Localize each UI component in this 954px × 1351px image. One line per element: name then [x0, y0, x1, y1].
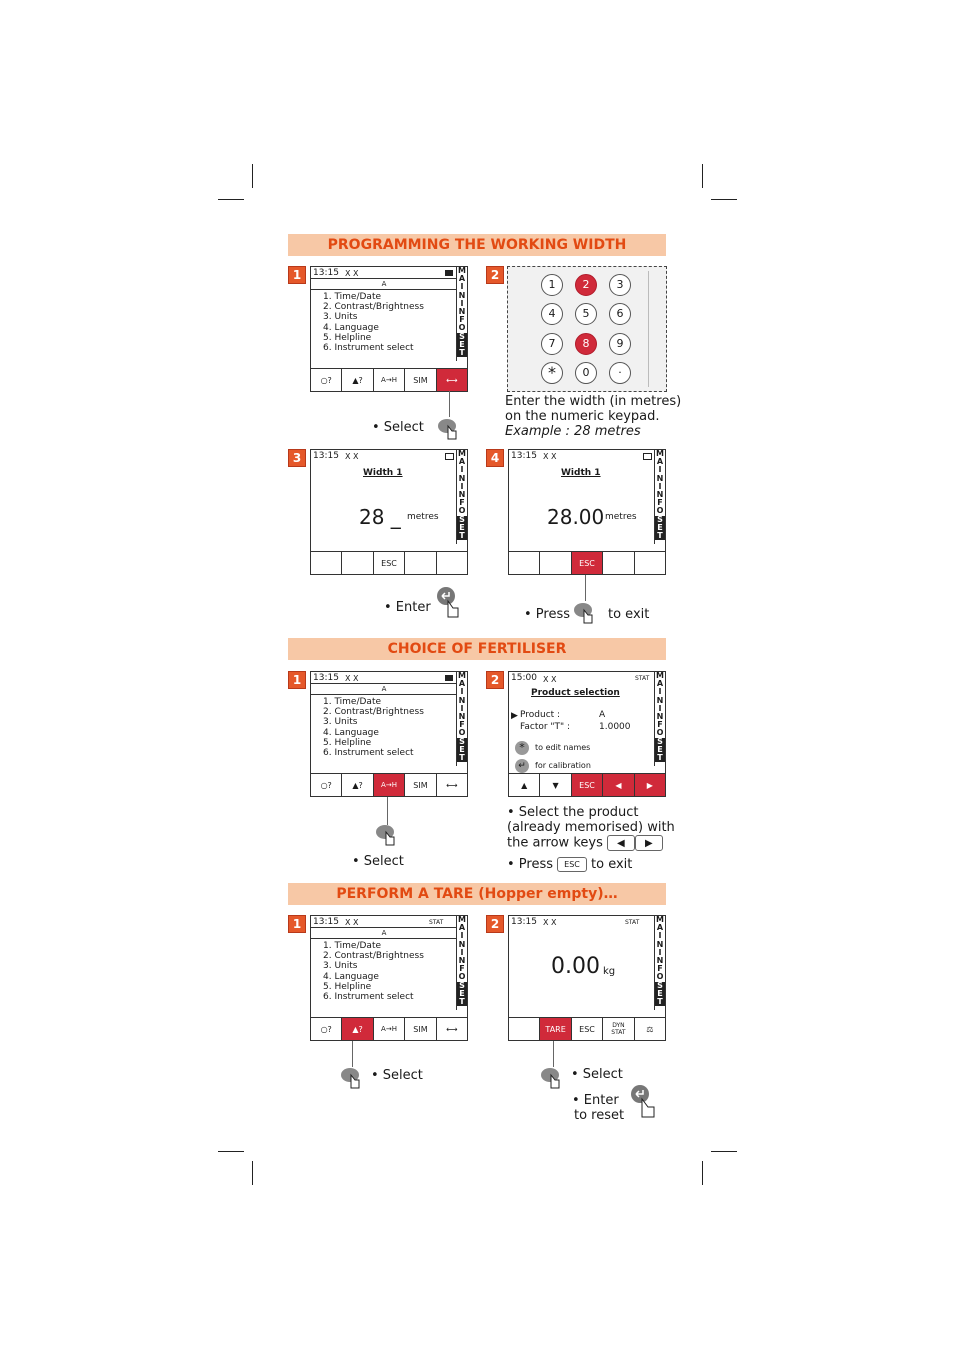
- status-xx: X X: [345, 674, 359, 683]
- product-selection-title: Product selection: [531, 688, 620, 698]
- hand-press-icon: [574, 601, 594, 627]
- esc-key[interactable]: ESC: [572, 774, 603, 796]
- set-tab: S E T: [457, 333, 467, 358]
- menu-item-time-date[interactable]: 1. Time/Date: [323, 941, 382, 951]
- menu-item-time-date[interactable]: 1. Time/Date: [323, 292, 382, 302]
- screen-header: A: [311, 278, 457, 290]
- select-caption: • Select: [571, 1067, 623, 1082]
- menu-item-language[interactable]: 4. Language: [323, 322, 379, 333]
- function-keys: [311, 551, 467, 574]
- left-arrow-key[interactable]: ◀: [603, 774, 634, 796]
- section-title-width: PROGRAMMING THE WORKING WIDTH: [288, 234, 666, 256]
- step-number: 2: [486, 266, 504, 284]
- side-tab-strip: M A I N I N F O S E T: [456, 916, 467, 1010]
- to-reset-caption: to reset: [574, 1108, 625, 1123]
- status-xx: X X: [543, 675, 557, 684]
- screen-width-entry: [310, 449, 468, 575]
- status-xx: X X: [345, 918, 359, 927]
- crop-mark: [711, 199, 737, 200]
- star-icon: *: [515, 741, 529, 755]
- product-instructions: • Select the product (already memorised) with the arrow keys ◀ ▶: [507, 805, 675, 851]
- ah-key[interactable]: A→H: [374, 1018, 405, 1040]
- stat-icon: STAT: [429, 919, 444, 926]
- keypad-caption: Enter the width (in metres) on the numeric keypad. Example : 28 metres: [505, 394, 682, 439]
- menu-item-units[interactable]: 3. Units: [323, 312, 358, 323]
- select-caption: • Select: [372, 420, 424, 435]
- menu-item-helpline[interactable]: 5. Helpline: [323, 737, 372, 748]
- step-number: 3: [288, 449, 306, 467]
- select-caption: • Select: [352, 854, 404, 869]
- key-8[interactable]: 8: [575, 333, 597, 355]
- step-number: 2: [486, 915, 504, 933]
- empty-key[interactable]: [342, 552, 373, 574]
- function-keys: [509, 1017, 665, 1040]
- clock: 13:15: [313, 673, 339, 683]
- reset-help-key[interactable]: ○?: [311, 774, 342, 796]
- screen-main-menu: [310, 266, 468, 392]
- esc-key[interactable]: ESC: [572, 1018, 603, 1040]
- esc-key[interactable]: ESC: [374, 552, 405, 574]
- key-7[interactable]: 7: [541, 333, 563, 355]
- menu-item-instrument[interactable]: 6. Instrument select: [323, 992, 414, 1003]
- empty-key[interactable]: [603, 552, 634, 574]
- select-caption: • Select: [371, 1068, 423, 1083]
- sim-key[interactable]: SIM: [405, 369, 436, 391]
- menu-item-instrument[interactable]: 6. Instrument select: [323, 748, 414, 759]
- up-arrow-key[interactable]: ▲: [509, 774, 540, 796]
- clock: 13:15: [313, 451, 339, 461]
- clock: 13:15: [313, 268, 339, 278]
- left-arrow-key-icon: ◀: [607, 835, 635, 851]
- enter-caption: • Enter: [572, 1093, 619, 1108]
- esc-key-icon: ESC: [557, 857, 587, 872]
- screen-weight: [508, 915, 666, 1041]
- crop-mark: [218, 1151, 244, 1152]
- width-value: 28.00: [547, 505, 605, 529]
- width-entry-value[interactable]: 28 _: [359, 505, 401, 529]
- side-tab-strip: M A I N I N F O S E T: [654, 916, 665, 1010]
- status-xx: X X: [543, 452, 557, 461]
- function-keys: [311, 773, 467, 796]
- menu-item-time-date[interactable]: 1. Time/Date: [323, 697, 382, 707]
- key-6[interactable]: 6: [609, 303, 631, 325]
- menu-item-instrument[interactable]: 6. Instrument select: [323, 343, 414, 354]
- crop-mark: [702, 1161, 703, 1185]
- settings-menu: [323, 941, 424, 1002]
- width-key[interactable]: ⟷: [437, 369, 467, 391]
- product-label: Product :: [520, 710, 561, 720]
- pointer-line: [449, 391, 450, 417]
- tare-key[interactable]: TARE: [540, 1018, 571, 1040]
- hand-press-icon: [376, 823, 396, 849]
- menu-item-units[interactable]: 3. Units: [323, 961, 358, 972]
- width-title: Width 1: [561, 468, 601, 478]
- scale-icon[interactable]: ⚖: [646, 1024, 654, 1034]
- product-value[interactable]: A: [599, 710, 606, 720]
- dyn-stat-key[interactable]: DYN STAT: [603, 1018, 634, 1040]
- menu-item-contrast[interactable]: 2. Contrast/Brightness: [323, 302, 424, 313]
- press-caption: • Press: [524, 607, 571, 622]
- function-keys: [509, 551, 665, 574]
- status-xx: X X: [345, 452, 359, 461]
- stat-icon: STAT: [625, 919, 640, 926]
- clock: 13:15: [511, 917, 537, 927]
- weight-unit: kg: [603, 966, 616, 977]
- side-tab-strip: M A I N I N F O S E T: [456, 672, 467, 766]
- empty-key[interactable]: [540, 552, 571, 574]
- pointer-arrow-icon: ▶: [511, 711, 518, 721]
- pointer-line: [553, 1041, 554, 1067]
- enter-caption: • Enter: [384, 600, 431, 615]
- hopper-icon: [445, 270, 453, 276]
- ah-key[interactable]: A→H: [374, 774, 405, 796]
- width-unit: metres: [407, 512, 439, 522]
- right-arrow-key-icon: ▶: [635, 835, 663, 851]
- menu-item-language[interactable]: 4. Language: [323, 727, 379, 738]
- menu-item-contrast[interactable]: 2. Contrast/Brightness: [323, 951, 424, 962]
- empty-key[interactable]: [405, 552, 436, 574]
- keypad-divider: [648, 271, 649, 387]
- numeric-keypad: [507, 266, 667, 392]
- screen-header: A: [311, 927, 457, 939]
- screen-product-selection: [508, 671, 666, 797]
- weight-help-key[interactable]: ▲?: [342, 369, 373, 391]
- hand-press-icon: [541, 1066, 561, 1092]
- empty-key[interactable]: [635, 552, 665, 574]
- empty-key[interactable]: [509, 1018, 540, 1040]
- hand-press-icon: [341, 1066, 361, 1092]
- crop-mark: [252, 1161, 253, 1185]
- weight-help-key[interactable]: ▲?: [342, 1018, 373, 1040]
- weight-value: 0.00: [551, 954, 600, 979]
- key-9[interactable]: 9: [609, 333, 631, 355]
- to-exit-caption: to exit: [608, 607, 650, 622]
- function-keys: [311, 1017, 467, 1040]
- calibration-label: for calibration: [535, 761, 591, 770]
- settings-menu: [323, 697, 424, 758]
- factor-label: Factor "T" :: [520, 722, 571, 732]
- screen-width-confirmed: [508, 449, 666, 575]
- width-key[interactable]: ⟷: [446, 1024, 458, 1034]
- hopper-outline-icon: [445, 453, 454, 460]
- section-title-tare: PERFORM A TARE (Hopper empty)…: [288, 883, 666, 905]
- empty-key[interactable]: [311, 552, 342, 574]
- menu-item-helpline[interactable]: 5. Helpline: [323, 332, 372, 343]
- key-5[interactable]: 5: [575, 303, 597, 325]
- key-dot[interactable]: ·: [609, 362, 631, 384]
- weight-help-key[interactable]: ▲?: [342, 774, 373, 796]
- stat-icon: STAT: [635, 675, 650, 682]
- reset-help-key[interactable]: ○?: [311, 1018, 342, 1040]
- width-unit: metres: [605, 512, 637, 522]
- section-title-fertiliser: CHOICE OF FERTILISER: [288, 638, 666, 660]
- menu-item-units[interactable]: 3. Units: [323, 717, 358, 728]
- side-tab-strip: M A I N I N F O S E T: [654, 450, 665, 544]
- right-arrow-key[interactable]: ▶: [635, 774, 665, 796]
- function-keys: [311, 368, 467, 391]
- clock: 15:00: [511, 673, 537, 683]
- step-number: 4: [486, 449, 504, 467]
- crop-mark: [218, 199, 244, 200]
- side-tab-strip: M A I N I N F O S E T: [654, 672, 665, 766]
- step-number: 2: [486, 671, 504, 689]
- screen-main-menu: [310, 671, 468, 797]
- reset-help-key[interactable]: ○?: [311, 369, 342, 391]
- key-4[interactable]: 4: [541, 303, 563, 325]
- screen-header: A: [311, 683, 457, 695]
- esc-key[interactable]: ESC: [572, 552, 603, 574]
- key-2[interactable]: 2: [575, 274, 597, 296]
- width-title: Width 1: [363, 468, 403, 478]
- down-arrow-key[interactable]: ▼: [540, 774, 571, 796]
- crop-mark: [702, 164, 703, 188]
- factor-value: 1.0000: [599, 722, 631, 732]
- enter-hand-icon: [630, 1085, 660, 1123]
- step-number: 1: [288, 671, 306, 689]
- clock: 13:15: [511, 451, 537, 461]
- pointer-line: [387, 797, 388, 825]
- hopper-icon: [445, 675, 453, 681]
- function-keys: [509, 773, 665, 796]
- step-number: 1: [288, 266, 306, 284]
- key-1[interactable]: 1: [541, 274, 563, 296]
- sim-key[interactable]: SIM: [405, 1018, 436, 1040]
- empty-key[interactable]: [437, 552, 467, 574]
- hopper-outline-icon: [643, 453, 652, 460]
- status-xx: X X: [345, 269, 359, 278]
- crop-mark: [711, 1151, 737, 1152]
- side-tab-strip: M A I N I N F O S E T: [456, 450, 467, 544]
- key-0[interactable]: 0: [575, 362, 597, 384]
- clock: 13:15: [313, 917, 339, 927]
- hand-press-icon: [438, 417, 458, 443]
- pointer-line: [352, 1041, 353, 1067]
- menu-item-contrast[interactable]: 2. Contrast/Brightness: [323, 707, 424, 718]
- pointer-line: [585, 575, 586, 601]
- menu-item-helpline[interactable]: 5. Helpline: [323, 981, 372, 992]
- settings-menu: [323, 292, 424, 353]
- screen-main-menu: [310, 915, 468, 1041]
- menu-item-language[interactable]: 4. Language: [323, 971, 379, 982]
- crop-mark: [252, 164, 253, 188]
- key-star[interactable]: *: [541, 362, 563, 384]
- enter-icon: ↵: [515, 759, 529, 773]
- enter-hand-icon: [436, 587, 462, 623]
- side-tab-strip: M A I N I N F O S E T: [456, 267, 467, 361]
- key-3[interactable]: 3: [609, 274, 631, 296]
- status-xx: X X: [543, 918, 557, 927]
- press-esc-caption: • Press ESC to exit: [507, 857, 633, 872]
- width-key[interactable]: ⟷: [446, 780, 458, 790]
- step-number: 1: [288, 915, 306, 933]
- empty-key[interactable]: [509, 552, 540, 574]
- edit-names-label: to edit names: [535, 743, 591, 752]
- sim-key[interactable]: SIM: [405, 774, 436, 796]
- ah-key[interactable]: A→H: [374, 369, 405, 391]
